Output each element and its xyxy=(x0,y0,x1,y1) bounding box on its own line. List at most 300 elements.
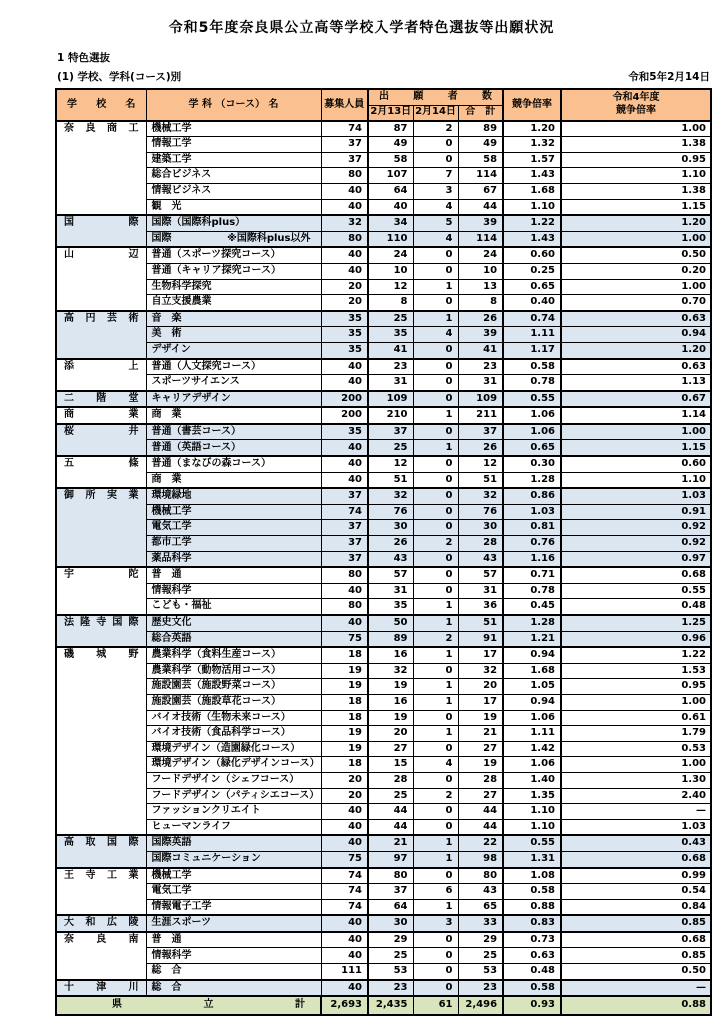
subject-cell: 環境デザイン（緑化デザインコース） xyxy=(146,757,321,773)
total-cell: 31 xyxy=(458,375,503,391)
feb13-cell: 10 xyxy=(368,263,413,279)
feb13-cell: 50 xyxy=(368,615,413,631)
ratio-cell: 1.10 xyxy=(503,199,561,215)
ratio-cell: 0.63 xyxy=(503,948,561,964)
subject-cell: デザイン xyxy=(146,342,321,358)
table-row xyxy=(56,567,711,583)
prev-ratio-cell: 0.61 xyxy=(561,710,711,726)
subsection-heading: (1) 学校、学科(コース)別 xyxy=(57,71,182,83)
ratio-cell: 1.03 xyxy=(503,504,561,520)
feb14-cell: 0 xyxy=(413,551,458,567)
table-row xyxy=(56,932,711,948)
capacity-cell: 32 xyxy=(321,215,368,231)
table-row xyxy=(56,804,711,820)
distributed-text: 御 所 実 業 xyxy=(64,490,139,502)
meta-block xyxy=(57,50,710,84)
feb14-cell: 0 xyxy=(413,391,458,408)
feb13-cell: 15 xyxy=(368,757,413,773)
total-cell: 49 xyxy=(458,137,503,153)
prev-ratio-cell: 1.53 xyxy=(561,663,711,679)
total-cell: 24 xyxy=(458,247,503,263)
feb13-cell: 2,435 xyxy=(368,996,413,1015)
total-cell: 91 xyxy=(458,631,503,647)
prev-ratio-cell: 1.38 xyxy=(561,137,711,153)
distributed-text: 添 上 xyxy=(64,360,139,372)
total-cell: 58 xyxy=(458,152,503,168)
subject-cell: こども・福祉 xyxy=(146,599,321,615)
table-row xyxy=(56,488,711,504)
total-cell: 89 xyxy=(458,121,503,137)
feb13-cell: 27 xyxy=(368,741,413,757)
prev-ratio-cell: 0.92 xyxy=(561,536,711,552)
total-cell: 21 xyxy=(458,726,503,742)
table-row xyxy=(56,694,711,710)
feb13-cell: 64 xyxy=(368,183,413,199)
feb14-cell: 3 xyxy=(413,183,458,199)
total-cell: 36 xyxy=(458,599,503,615)
feb13-cell: 40 xyxy=(368,199,413,215)
ratio-cell: 0.25 xyxy=(503,263,561,279)
feb14-cell: 1 xyxy=(413,440,458,456)
table-row xyxy=(56,137,711,153)
ratio-cell: 1.06 xyxy=(503,424,561,440)
total-cell: 30 xyxy=(458,520,503,536)
feb14-cell: 0 xyxy=(413,583,458,599)
subject-cell: 国際（国際科plus） xyxy=(146,215,321,231)
table-row xyxy=(56,772,711,788)
capacity-cell: 18 xyxy=(321,710,368,726)
prev-ratio-cell: 1.20 xyxy=(561,215,711,231)
prev-ratio-cell: 0.50 xyxy=(561,247,711,263)
prev-ratio-cell: 0.95 xyxy=(561,679,711,695)
prev-ratio-cell: 0.20 xyxy=(561,263,711,279)
prev-ratio-cell: 1.20 xyxy=(561,342,711,358)
subject-cell: 環境緑地 xyxy=(146,488,321,504)
capacity-cell: 37 xyxy=(321,488,368,504)
capacity-cell: 20 xyxy=(321,279,368,295)
feb14-cell: 0 xyxy=(413,456,458,472)
capacity-cell: 19 xyxy=(321,663,368,679)
ratio-cell: 1.08 xyxy=(503,868,561,884)
feb14-cell: 0 xyxy=(413,359,458,375)
subject-cell: 機械工学 xyxy=(146,121,321,137)
total-cell: 28 xyxy=(458,536,503,552)
prev-ratio-cell: 0.85 xyxy=(561,915,711,932)
capacity-cell: 80 xyxy=(321,168,368,184)
ratio-cell: 1.68 xyxy=(503,663,561,679)
ratio-cell: 0.81 xyxy=(503,520,561,536)
distributed-text: 王 寺 工 業 xyxy=(64,869,139,881)
table-row xyxy=(56,168,711,184)
table-row xyxy=(56,647,711,663)
prev-ratio-cell: 0.95 xyxy=(561,152,711,168)
prev-ratio-cell: 0.91 xyxy=(561,504,711,520)
prev-ratio-cell: 0.55 xyxy=(561,583,711,599)
subject-cell: 情報科学 xyxy=(146,948,321,964)
feb14-cell: 0 xyxy=(413,295,458,311)
prev-ratio-cell: 0.63 xyxy=(561,359,711,375)
school-name-cell xyxy=(56,980,146,997)
table-header xyxy=(56,89,711,121)
capacity-cell: 37 xyxy=(321,551,368,567)
ratio-cell: 0.58 xyxy=(503,359,561,375)
ratio-cell: 0.55 xyxy=(503,391,561,408)
feb14-cell: 0 xyxy=(413,263,458,279)
prev-ratio-cell: 1.38 xyxy=(561,183,711,199)
feb13-cell: 37 xyxy=(368,424,413,440)
total-cell: 25 xyxy=(458,948,503,964)
table-row xyxy=(56,375,711,391)
capacity-cell: 74 xyxy=(321,899,368,915)
subject-cell: 機械工学 xyxy=(146,504,321,520)
prev-ratio-cell: 0.68 xyxy=(561,932,711,948)
table-row xyxy=(56,835,711,851)
ratio-cell: 1.11 xyxy=(503,726,561,742)
capacity-cell: 37 xyxy=(321,520,368,536)
subject-cell: 音 楽 xyxy=(146,311,321,327)
capacity-cell: 200 xyxy=(321,407,368,424)
table-row xyxy=(56,884,711,900)
school-name-cell xyxy=(56,868,146,916)
feb14-cell: 2 xyxy=(413,536,458,552)
total-cell: 53 xyxy=(458,964,503,980)
capacity-cell: 40 xyxy=(321,263,368,279)
school-name-cell xyxy=(56,311,146,359)
capacity-cell: 18 xyxy=(321,694,368,710)
ratio-cell: 1.28 xyxy=(503,615,561,631)
header-ratio: 競争倍率 xyxy=(503,89,561,121)
feb13-cell: 107 xyxy=(368,168,413,184)
subject-cell: 総合ビジネス xyxy=(146,168,321,184)
table-row xyxy=(56,456,711,472)
total-cell: 44 xyxy=(458,819,503,835)
feb13-cell: 19 xyxy=(368,679,413,695)
total-cell: 10 xyxy=(458,263,503,279)
subject-cell: フードデザイン（パティシエコース） xyxy=(146,788,321,804)
table-row xyxy=(56,980,711,997)
subject-cell: 環境デザイン（造園緑化コース） xyxy=(146,741,321,757)
header-subtotal: 合 計 xyxy=(458,105,503,121)
table-row xyxy=(56,551,711,567)
table-row xyxy=(56,741,711,757)
feb13-cell: 12 xyxy=(368,279,413,295)
capacity-cell: 74 xyxy=(321,868,368,884)
total-cell: 41 xyxy=(458,342,503,358)
subject-cell: 歴史文化 xyxy=(146,615,321,631)
total-cell: 211 xyxy=(458,407,503,424)
distributed-text: 奈 良 南 xyxy=(64,933,139,945)
subject-cell: 生涯スポーツ xyxy=(146,915,321,932)
subject-cell: 情報ビジネス xyxy=(146,183,321,199)
distributed-text: 学 校 名 xyxy=(67,98,136,110)
subject-cell: 商 業 xyxy=(146,472,321,488)
capacity-cell: 19 xyxy=(321,726,368,742)
feb13-cell: 25 xyxy=(368,311,413,327)
total-cell: 26 xyxy=(458,440,503,456)
feb14-cell: 1 xyxy=(413,279,458,295)
table-row xyxy=(56,631,711,647)
total-cell: 98 xyxy=(458,851,503,867)
subject-cell: 電気工学 xyxy=(146,884,321,900)
total-cell: 19 xyxy=(458,710,503,726)
feb14-cell: 1 xyxy=(413,694,458,710)
capacity-cell: 75 xyxy=(321,851,368,867)
table-row xyxy=(56,536,711,552)
subject-cell: 普通（キャリア探究コース） xyxy=(146,263,321,279)
table-row xyxy=(56,472,711,488)
subject-cell: スポーツサイエンス xyxy=(146,375,321,391)
feb13-cell: 64 xyxy=(368,899,413,915)
feb13-cell: 80 xyxy=(368,868,413,884)
total-cell: 43 xyxy=(458,551,503,567)
subject-cell: 商 業 xyxy=(146,407,321,424)
capacity-cell: 37 xyxy=(321,137,368,153)
feb14-cell: 0 xyxy=(413,932,458,948)
total-cell: 51 xyxy=(458,615,503,631)
table-body xyxy=(56,121,711,1015)
total-cell: 114 xyxy=(458,168,503,184)
subject-cell: 普通（人文探究コース） xyxy=(146,359,321,375)
capacity-cell: 37 xyxy=(321,152,368,168)
capacity-cell: 40 xyxy=(321,948,368,964)
capacity-cell: 18 xyxy=(321,757,368,773)
feb13-cell: 20 xyxy=(368,726,413,742)
ratio-cell: 0.55 xyxy=(503,835,561,851)
total-cell: 44 xyxy=(458,804,503,820)
capacity-cell: 35 xyxy=(321,327,368,343)
distributed-text: 十 津 川 xyxy=(64,981,139,993)
feb14-cell: 0 xyxy=(413,247,458,263)
feb14-cell: 0 xyxy=(413,567,458,583)
feb14-cell: 0 xyxy=(413,137,458,153)
capacity-cell: 35 xyxy=(321,311,368,327)
total-cell: 27 xyxy=(458,741,503,757)
total-cell: 23 xyxy=(458,980,503,997)
feb14-cell: 0 xyxy=(413,424,458,440)
ratio-cell: 0.45 xyxy=(503,599,561,615)
total-cell: 32 xyxy=(458,488,503,504)
total-cell: 17 xyxy=(458,694,503,710)
school-name-cell xyxy=(56,247,146,310)
feb14-cell: 0 xyxy=(413,342,458,358)
prev-ratio-cell: 1.03 xyxy=(561,488,711,504)
prev-ratio-cell: 1.03 xyxy=(561,819,711,835)
ratio-cell: 0.58 xyxy=(503,980,561,997)
capacity-cell: 19 xyxy=(321,679,368,695)
feb14-cell: 0 xyxy=(413,375,458,391)
capacity-cell: 40 xyxy=(321,199,368,215)
subject-cell: 施設園芸（施設草花コース） xyxy=(146,694,321,710)
capacity-cell: 80 xyxy=(321,231,368,247)
feb14-cell: 0 xyxy=(413,948,458,964)
ratio-cell: 1.42 xyxy=(503,741,561,757)
distributed-text: 奈 良 商 工 xyxy=(64,122,139,134)
distributed-text: 桜 井 xyxy=(64,425,139,437)
capacity-cell: 40 xyxy=(321,183,368,199)
ratio-cell: 0.73 xyxy=(503,932,561,948)
school-name-cell xyxy=(56,915,146,932)
ratio-cell: 0.78 xyxy=(503,583,561,599)
table-row xyxy=(56,964,711,980)
ratio-cell: 0.76 xyxy=(503,536,561,552)
table-row xyxy=(56,327,711,343)
subject-cell: 建築工学 xyxy=(146,152,321,168)
distributed-text: 磯 城 野 xyxy=(64,649,139,661)
capacity-cell: 2,693 xyxy=(321,996,368,1015)
prev-ratio-cell: 1.00 xyxy=(561,424,711,440)
table-row xyxy=(56,583,711,599)
feb13-cell: 57 xyxy=(368,567,413,583)
school-name-cell xyxy=(56,615,146,647)
total-cell: 65 xyxy=(458,899,503,915)
header-prev-line1: 令和4年度 xyxy=(612,92,660,104)
table-row xyxy=(56,599,711,615)
header-prev-line2: 競争倍率 xyxy=(616,104,657,116)
prev-ratio-cell: — xyxy=(561,804,711,820)
feb14-cell: 1 xyxy=(413,311,458,327)
feb14-cell: 1 xyxy=(413,599,458,615)
school-name-cell xyxy=(56,424,146,456)
capacity-cell: 74 xyxy=(321,504,368,520)
total-label-cell xyxy=(56,996,321,1015)
ratio-cell: 0.86 xyxy=(503,488,561,504)
prev-ratio-cell: 1.79 xyxy=(561,726,711,742)
feb14-cell: 2 xyxy=(413,631,458,647)
prev-ratio-cell: 0.60 xyxy=(561,456,711,472)
capacity-cell: 40 xyxy=(321,247,368,263)
ratio-cell: 1.40 xyxy=(503,772,561,788)
table-row xyxy=(56,183,711,199)
capacity-cell: 40 xyxy=(321,615,368,631)
ratio-cell: 1.05 xyxy=(503,679,561,695)
capacity-cell: 40 xyxy=(321,456,368,472)
capacity-cell: 19 xyxy=(321,741,368,757)
feb14-cell: 5 xyxy=(413,215,458,231)
feb14-cell: 7 xyxy=(413,168,458,184)
subject-cell: 美 術 xyxy=(146,327,321,343)
total-cell: 8 xyxy=(458,295,503,311)
subject-note: ※国際科plus以外 xyxy=(227,232,311,244)
subject-cell: 普通（まなびの森コース） xyxy=(146,456,321,472)
feb14-cell: 0 xyxy=(413,710,458,726)
prev-ratio-cell: 0.48 xyxy=(561,599,711,615)
subject-label: 国際 xyxy=(151,232,172,244)
total-cell: 17 xyxy=(458,647,503,663)
feb13-cell: 30 xyxy=(368,915,413,932)
capacity-cell: 111 xyxy=(321,964,368,980)
feb13-cell: 25 xyxy=(368,948,413,964)
header-feb14: 2月14日 xyxy=(413,105,458,121)
feb13-cell: 8 xyxy=(368,295,413,311)
table-row xyxy=(56,663,711,679)
total-cell: 27 xyxy=(458,788,503,804)
school-name-cell xyxy=(56,932,146,980)
prev-ratio-cell: 0.43 xyxy=(561,835,711,851)
table-row xyxy=(56,311,711,327)
feb14-cell: 0 xyxy=(413,964,458,980)
feb14-cell: 4 xyxy=(413,231,458,247)
subject-cell xyxy=(146,231,321,247)
table-row xyxy=(56,215,711,231)
total-cell: 51 xyxy=(458,472,503,488)
school-name-cell xyxy=(56,488,146,567)
feb13-cell: 29 xyxy=(368,932,413,948)
school-name-cell xyxy=(56,215,146,247)
ratio-cell: 1.28 xyxy=(503,472,561,488)
total-cell: 32 xyxy=(458,663,503,679)
ratio-cell: 1.43 xyxy=(503,231,561,247)
subject-cell: 農業科学（動物活用コース） xyxy=(146,663,321,679)
feb13-cell: 51 xyxy=(368,472,413,488)
total-cell: 39 xyxy=(458,215,503,231)
subject-cell: バイオ技術（食品科学コース） xyxy=(146,726,321,742)
feb13-cell: 210 xyxy=(368,407,413,424)
subject-cell: バイオ技術（生物未来コース） xyxy=(146,710,321,726)
distributed-text: 出 願 者 数 xyxy=(379,91,493,103)
subject-cell: 普通（書芸コース） xyxy=(146,424,321,440)
feb14-cell: 0 xyxy=(413,488,458,504)
total-cell: 23 xyxy=(458,359,503,375)
feb13-cell: 16 xyxy=(368,647,413,663)
feb13-cell: 19 xyxy=(368,710,413,726)
capacity-cell: 40 xyxy=(321,915,368,932)
total-cell: 67 xyxy=(458,183,503,199)
ratio-cell: 1.68 xyxy=(503,183,561,199)
capacity-cell: 40 xyxy=(321,804,368,820)
capacity-cell: 40 xyxy=(321,932,368,948)
feb14-cell: 0 xyxy=(413,520,458,536)
feb13-cell: 30 xyxy=(368,520,413,536)
prev-ratio-cell: 0.54 xyxy=(561,884,711,900)
prev-ratio-cell: — xyxy=(561,980,711,997)
total-cell: 43 xyxy=(458,884,503,900)
capacity-cell: 35 xyxy=(321,424,368,440)
subject-cell: ヒューマンライフ xyxy=(146,819,321,835)
feb14-cell: 0 xyxy=(413,663,458,679)
feb14-cell: 0 xyxy=(413,472,458,488)
feb14-cell: 1 xyxy=(413,851,458,867)
table-row xyxy=(56,247,711,263)
ratio-cell: 1.31 xyxy=(503,851,561,867)
total-cell: 31 xyxy=(458,583,503,599)
feb13-cell: 76 xyxy=(368,504,413,520)
feb13-cell: 24 xyxy=(368,247,413,263)
page-title: 令和5年度奈良県公立高等学校入学者特色選抜等出願状況 xyxy=(168,20,555,36)
school-name-cell xyxy=(56,407,146,424)
ratio-cell: 1.16 xyxy=(503,551,561,567)
total-cell: 33 xyxy=(458,915,503,932)
feb14-cell: 0 xyxy=(413,772,458,788)
total-cell: 80 xyxy=(458,868,503,884)
feb13-cell: 12 xyxy=(368,456,413,472)
prev-ratio-cell: 1.30 xyxy=(561,772,711,788)
feb14-cell: 6 xyxy=(413,884,458,900)
report-date: 令和5年2月14日 xyxy=(628,71,710,83)
subject-cell: 施設園芸（施設野菜コース） xyxy=(146,679,321,695)
school-name-cell xyxy=(56,359,146,391)
capacity-cell: 80 xyxy=(321,567,368,583)
distributed-text: 二 階 堂 xyxy=(64,392,139,404)
feb13-cell: 89 xyxy=(368,631,413,647)
feb14-cell: 1 xyxy=(413,615,458,631)
table-row xyxy=(56,819,711,835)
table-row xyxy=(56,359,711,375)
total-cell: 22 xyxy=(458,835,503,851)
distributed-text: 県 立 計 xyxy=(112,999,305,1011)
capacity-cell: 18 xyxy=(321,647,368,663)
capacity-cell: 40 xyxy=(321,375,368,391)
prev-ratio-cell: 1.15 xyxy=(561,199,711,215)
